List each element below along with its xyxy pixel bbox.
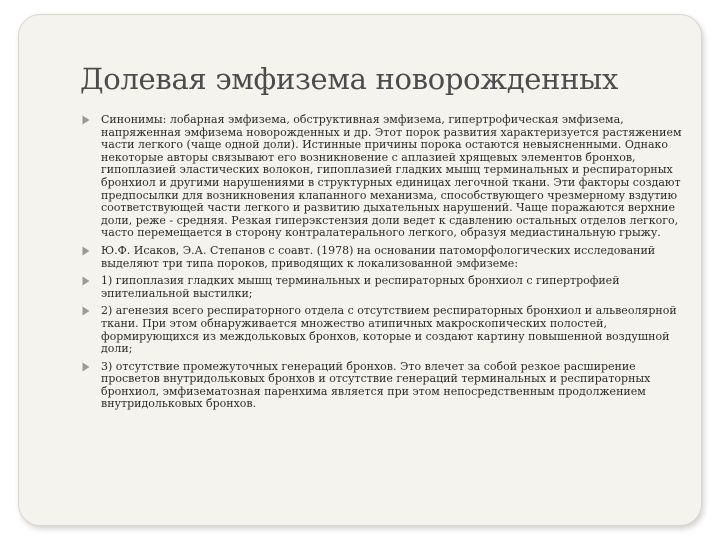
bullet-item-type-3: [82, 361, 688, 411]
bullet-text: 3) отсутствие промежуточных генераций бронхов. Это влечет за собой резкое расширение просветов внутридольковых бронхов и отсутствие генераций терминальных и респираторных бронхиол, эмфизематозная паренхима является при этом непосредственным продолжением внутридольковых бронхов.: [101, 359, 651, 411]
bullet-item-synonyms: [82, 114, 688, 240]
bullet-text: Синонимы: лобарная эмфизема, обструктивная эмфизема, гипертрофическая эмфизема, напряженная эмфизема новорожденных и др. Этот порок развития характеризуется растяжением части легкого (чаще одной доли). Истинные причины порока остаются невыясненными. Однако некоторые авторы связывают его возникновение с аплазией хрящевых элементов бронхов, гипоплазией эластических волокон, гипоплазией гладких мышц терминальных и респираторных бронхиол и другими нарушениями в структурных единицах легочной ткани. Эти факторы создают предпосылки для возникновения клапанного механизма, способствующего чрезмерному вздутию соответствующей части легкого и развитию дыхательных нарушений. Чаще поражаются верхние доли, реже - средняя. Резкая гиперэкстензия доли ведет к сдавлению остальных отделов легкого, часто перемещается в сторону контралатерального легкого, образуя медиастинальную грыжу.: [101, 113, 682, 240]
slide-title: Долевая эмфизема новорожденных: [80, 62, 619, 96]
bullet-list: [82, 114, 688, 416]
bullet-icon: [82, 276, 90, 286]
bullet-item-type-1: [82, 275, 688, 300]
bullet-icon: [82, 362, 90, 372]
bullet-text: Ю.Ф. Исаков, Э.А. Степанов с соавт. (1978) на основании патоморфологических исследований выделяют три типа пороков, приводящих к локализованной эмфиземе:: [101, 243, 656, 270]
bullet-text: 1) гипоплазия гладких мышц терминальных и респираторных бронхиол с гипертрофией эпителиальной выстилки;: [101, 274, 620, 300]
bullet-item-classification: [82, 245, 688, 270]
bullet-icon: [82, 306, 90, 316]
bullet-icon: [82, 115, 90, 125]
bullet-icon: [82, 246, 90, 256]
bullet-text: 2) агенезия всего респираторного отдела с отсутствием респираторных бронхиол и альвеолярной ткани. При этом обнаруживается множество атипичных макроскопических полостей, формирующихся из междольковых бронхов, которые и создают картину повышенной воздушной доли;: [101, 304, 677, 356]
bullet-item-type-2: [82, 305, 688, 355]
